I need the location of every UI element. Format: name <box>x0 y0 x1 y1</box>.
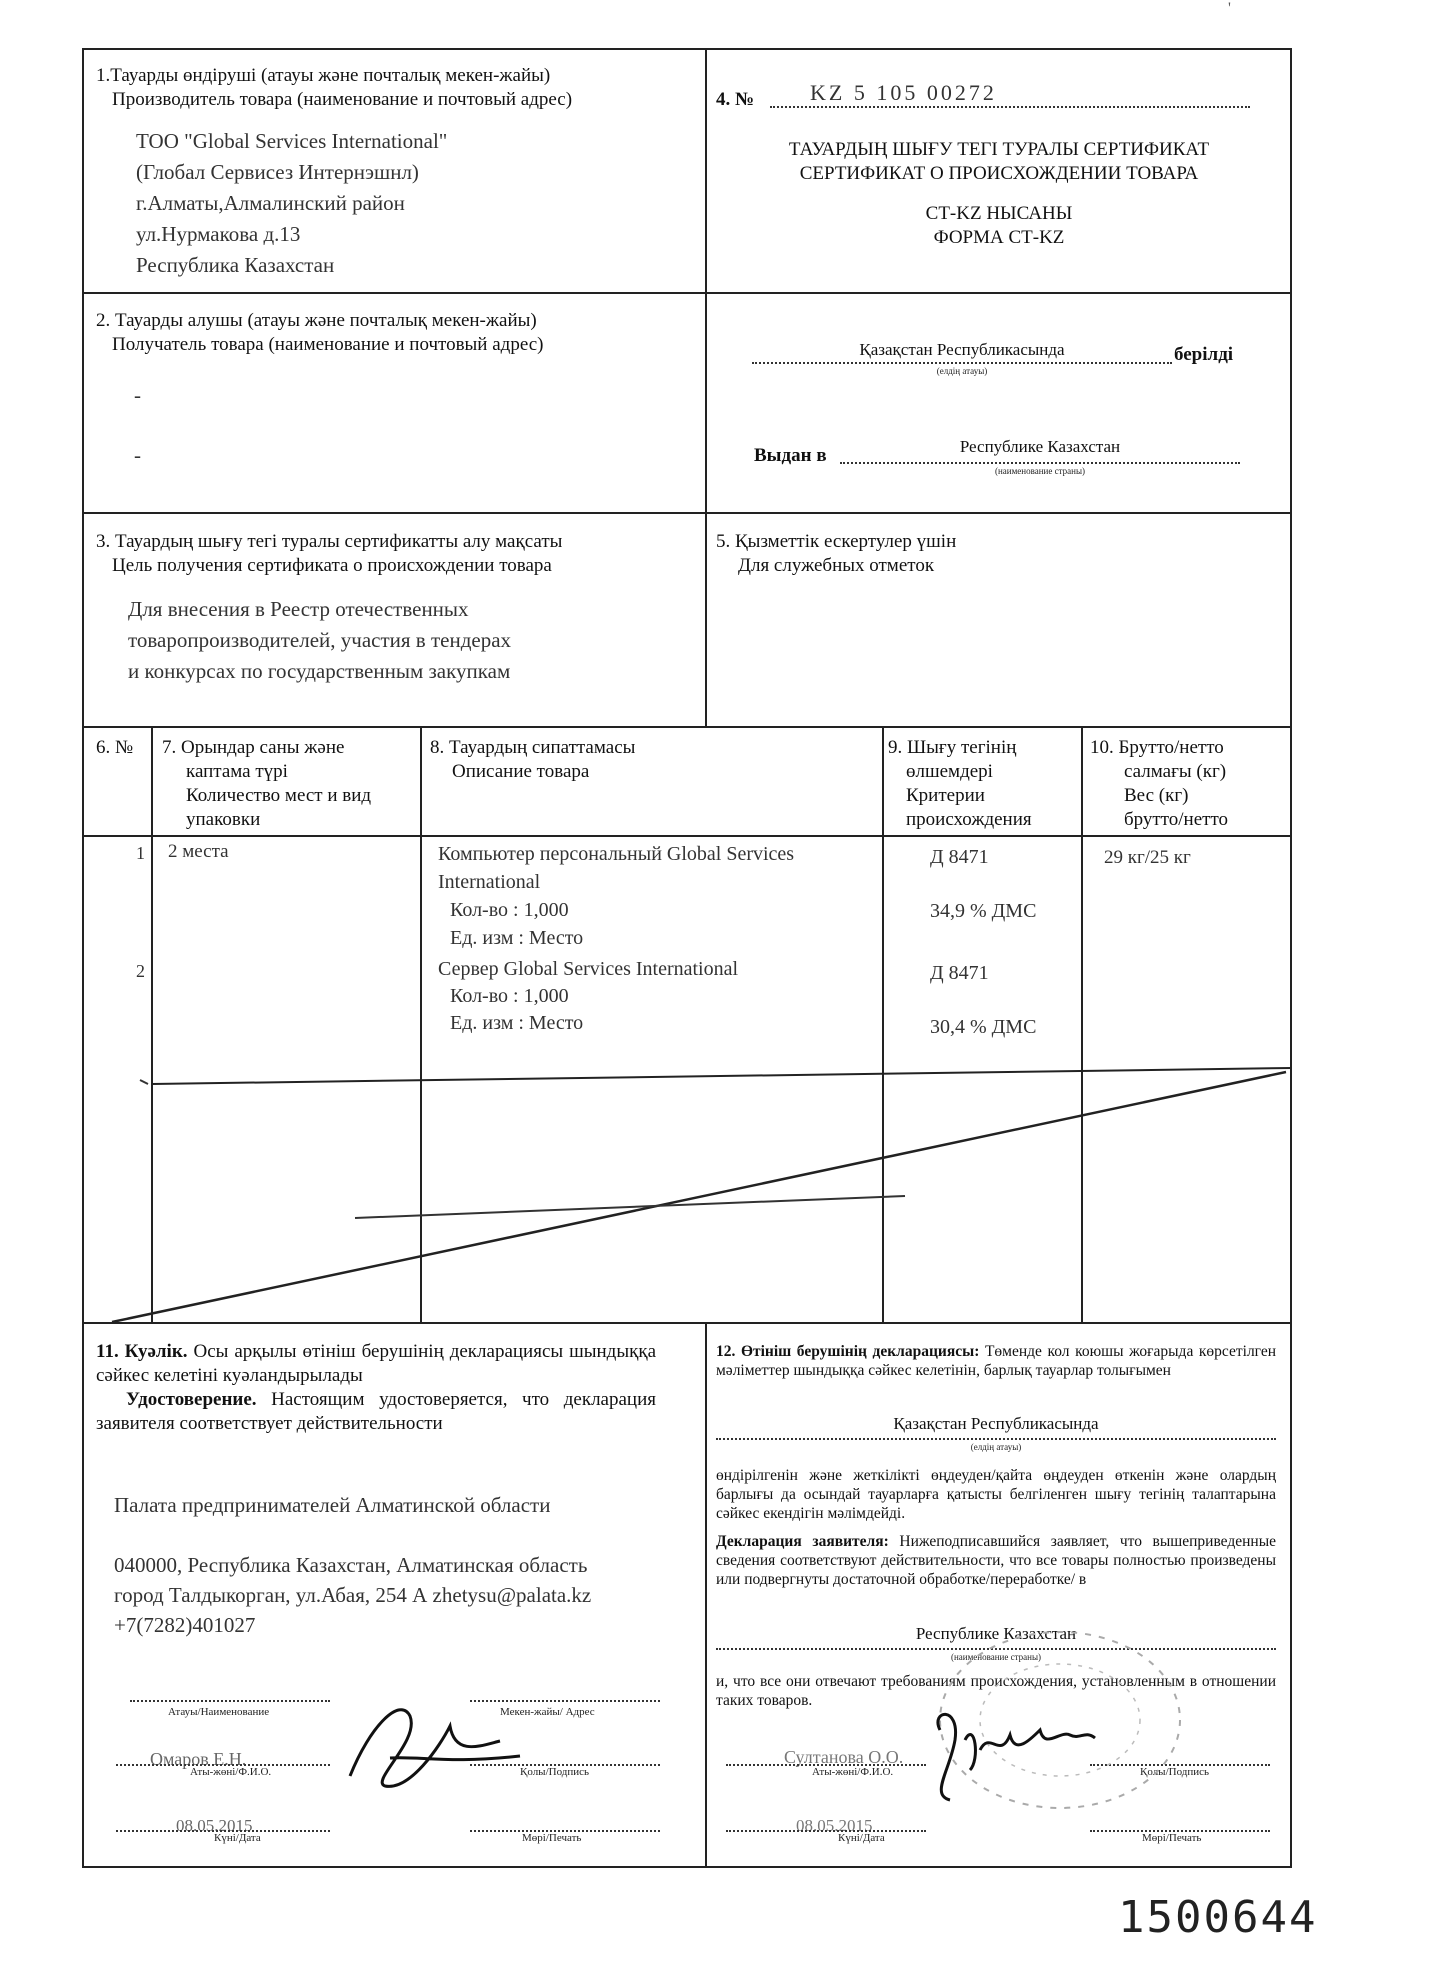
col10-line: Вес (кг) <box>1124 785 1189 806</box>
col7-line: Количество мест и вид <box>186 785 372 806</box>
form-kz: СТ-KZ НЫСАНЫ <box>925 203 1073 224</box>
title-kz: ТАУАРДЫҢ ШЫҒУ ТЕГІ ТУРАЛЫ СЕРТИФИКАТ <box>788 139 1210 160</box>
fio-label: Аты-жөні/Ф.И.О. <box>190 1766 272 1778</box>
col9-line: өлшемдері <box>906 761 993 782</box>
certificate-number-label: 4. № <box>716 89 755 110</box>
sign-label: Қолы/Подпись <box>1140 1766 1210 1778</box>
box12-text-ru2: и, что все они отвечают требованиям происхождения, установленным в отношении таких товаров. <box>716 1673 1276 1709</box>
stamp-label: Мөрі/Печать <box>1142 1832 1202 1844</box>
certifier-fio: Омаров Е.Н. <box>150 1749 247 1769</box>
top-mark: ' <box>1228 0 1231 17</box>
box5-header-kz: 5. Қызметтік ескертулер үшін <box>716 531 957 552</box>
box11-text-ru: Настоящим удостоверяется, что декларация заявителя соответствует действительности <box>96 1389 657 1434</box>
desc-line: Кол-во : 1,000 <box>450 899 569 921</box>
col7-line: 7. Орындар саны және <box>162 737 345 758</box>
producer-line: ул.Нурмакова д.13 <box>136 222 301 246</box>
cancel-tick <box>140 1080 148 1084</box>
chamber-phone: +7(7282)401027 <box>114 1613 256 1637</box>
row-number: 2 <box>136 961 145 981</box>
box2-header-kz: 2. Тауарды алушы (атауы және почталық мекен-жайы) <box>96 310 537 331</box>
purpose-line: и конкурсах по государственным закупкам <box>128 659 511 683</box>
col8-line: 8. Тауардың сипаттамасы <box>430 737 636 758</box>
name-label: Атауы/Наименование <box>168 1706 270 1718</box>
stamp-label: Мөрі/Печать <box>522 1832 582 1844</box>
certifier-signature <box>330 1686 530 1796</box>
consignee-dash: - <box>134 443 141 467</box>
gross-net-weight: 29 кг/25 кг <box>1104 847 1191 868</box>
producer-line: (Глобал Сервисез Интернэшнл) <box>136 160 419 184</box>
criteria-percent: 30,4 % ДМС <box>930 1016 1037 1038</box>
desc-line: Компьютер персональный Global Services <box>438 843 795 865</box>
box11-title-ru: Удостоверение. <box>126 1389 257 1410</box>
desc-line: International <box>438 871 541 893</box>
date-label: Күні/Дата <box>214 1832 261 1844</box>
box12-decl-ru-title: Декларация заявителя: <box>716 1533 889 1550</box>
sign-label: Қолы/Подпись <box>520 1766 590 1778</box>
title-ru: СЕРТИФИКАТ О ПРОИСХОЖДЕНИИ ТОВАРА <box>799 163 1199 184</box>
box3-header-ru: Цель получения сертификата о происхождении товара <box>112 555 552 576</box>
issued-suffix-kz: берілді <box>1174 344 1234 365</box>
address-label: Мекен-жайы/ Адрес <box>500 1706 595 1718</box>
col9-line: происхождения <box>906 809 1032 830</box>
producer-line: Республика Казахстан <box>136 253 335 277</box>
chamber-address-line: 040000, Республика Казахстан, Алматинская область <box>114 1553 588 1577</box>
box1-header-kz: 1.Тауарды өндіруші (атауы және почталық мекен-жайы) <box>96 65 551 86</box>
box12-title: 12. Өтініш берушінің декларациясы: <box>716 1343 980 1360</box>
col7-line: упаковки <box>186 809 261 830</box>
col8-line: Описание товара <box>452 761 590 782</box>
purpose-line: товаропроизводителей, участия в тендерах <box>128 628 512 652</box>
dotted-line <box>726 1830 926 1832</box>
issued-label-ru: Выдан в <box>754 445 827 466</box>
box12-country-kz: Қазақстан Республикасында <box>893 1414 1099 1433</box>
form-ru: ФОРМА СТ-KZ <box>933 227 1065 248</box>
chamber-name: Палата предпринимателей Алматинской области <box>114 1493 551 1517</box>
col10-line: брутто/нетто <box>1124 809 1229 830</box>
desc-line: Ед. изм : Место <box>450 1012 584 1034</box>
cancel-line <box>152 1068 1292 1084</box>
consignee-dash: - <box>134 383 141 407</box>
box12-decl-ru-text: Нижеподписавшийся заявляет, что вышеприведенные сведения соответствуют действительности, что все товары полностью произведены или подвергнуты достаточной обработке/переработке/ в <box>716 1533 1276 1588</box>
certifier-date: 08.05.2015 <box>176 1816 253 1835</box>
serial-number: 1500644 <box>1118 1892 1318 1943</box>
box12-country-ru: Республике Казахстан <box>915 1624 1077 1643</box>
col9-line: 9. Шығу тегінің <box>888 737 1017 758</box>
producer-line: ТОО "Global Services International" <box>136 129 448 153</box>
cancel-line <box>355 1196 905 1218</box>
col7-line: каптама түрі <box>186 761 288 782</box>
box12-decl-ru <box>716 1532 1276 1589</box>
producer-line: г.Алматы,Алмалинский район <box>136 191 405 215</box>
col10-line: салмағы (кг) <box>1124 761 1227 782</box>
issued-country-kz: Қазақстан Республикасында <box>859 340 1065 359</box>
date-label: Күні/Дата <box>838 1832 885 1844</box>
box3-header-kz: 3. Тауардың шығу тегі туралы сертификатты алу мақсаты <box>96 531 563 552</box>
declarant-date: 08.05.2015 <box>796 1816 873 1835</box>
box12-text <box>716 1342 1276 1380</box>
col10-line: 10. Брутто/нетто <box>1090 737 1224 758</box>
box12-text-kz1: Төменде кол коюшы жоғарыда көрсетілген мәліметтер шындыққа сәйкес келетінін, барлық тауарлар толығымен <box>716 1343 1277 1379</box>
box12-country-ru-hint: (наименование страны) <box>950 1652 1042 1662</box>
box11-text <box>96 1340 656 1436</box>
box12-text-kz2: өндірілгенін және жеткілікті өңдеуден/қайта өңдеуден өткенін және олардың барлығы да осындай тауарларға қатысты белгіленген шығу тегінің талаптарына сәйкес екендігін мәлімдейді. <box>716 1467 1276 1522</box>
issued-hint-kz: (елдің атауы) <box>936 366 988 376</box>
chamber-address-line: город Талдыкорган, ул.Абая, 254 А zhetysu@palata.kz <box>114 1583 592 1607</box>
chamber-address <box>114 1550 591 1640</box>
desc-line: Ед. изм : Место <box>450 927 584 949</box>
box2-header-ru: Получатель товара (наименование и почтовый адрес) <box>112 334 544 355</box>
dotted-line <box>716 1438 1276 1440</box>
issued-hint-ru: (наименование страны) <box>994 466 1086 476</box>
dotted-line <box>130 1700 330 1702</box>
declarant-signature <box>920 1700 1110 1810</box>
declarant-fio: Султанова О.О. <box>784 1747 904 1767</box>
purpose-line: Для внесения в Реестр отечественных <box>128 597 469 621</box>
cancel-line <box>112 1072 1286 1322</box>
criteria-percent: 34,9 % ДМС <box>930 900 1037 922</box>
fio-label: Аты-жөні/Ф.И.О. <box>812 1766 894 1778</box>
issued-country-ru: Республике Казахстан <box>959 437 1121 456</box>
box11-text-kz: Осы арқылы өтініш берушінің декларациясы шындыққа сәйкес келетіні куәландырылады <box>96 1341 656 1386</box>
row-number: 1 <box>136 843 145 863</box>
col9-line: Критерии <box>906 785 985 806</box>
box12-country-kz-hint: (елдің атауы) <box>970 1442 1022 1452</box>
desc-line: Сервер Global Services International <box>438 958 739 980</box>
criteria-code: Д 8471 <box>930 962 989 984</box>
col-header-number: 6. № <box>96 737 134 758</box>
box11-title-kz: 11. Куәлік. <box>96 1341 188 1362</box>
box5-header-ru: Для служебных отметок <box>738 555 935 576</box>
desc-line: Кол-во : 1,000 <box>450 985 569 1007</box>
criteria-code: Д 8471 <box>930 846 989 868</box>
box1-header-ru: Производитель товара (наименование и почтовый адрес) <box>112 89 573 110</box>
certificate-number: KZ 5 105 00272 <box>810 80 997 105</box>
places-count: 2 места <box>168 841 229 862</box>
